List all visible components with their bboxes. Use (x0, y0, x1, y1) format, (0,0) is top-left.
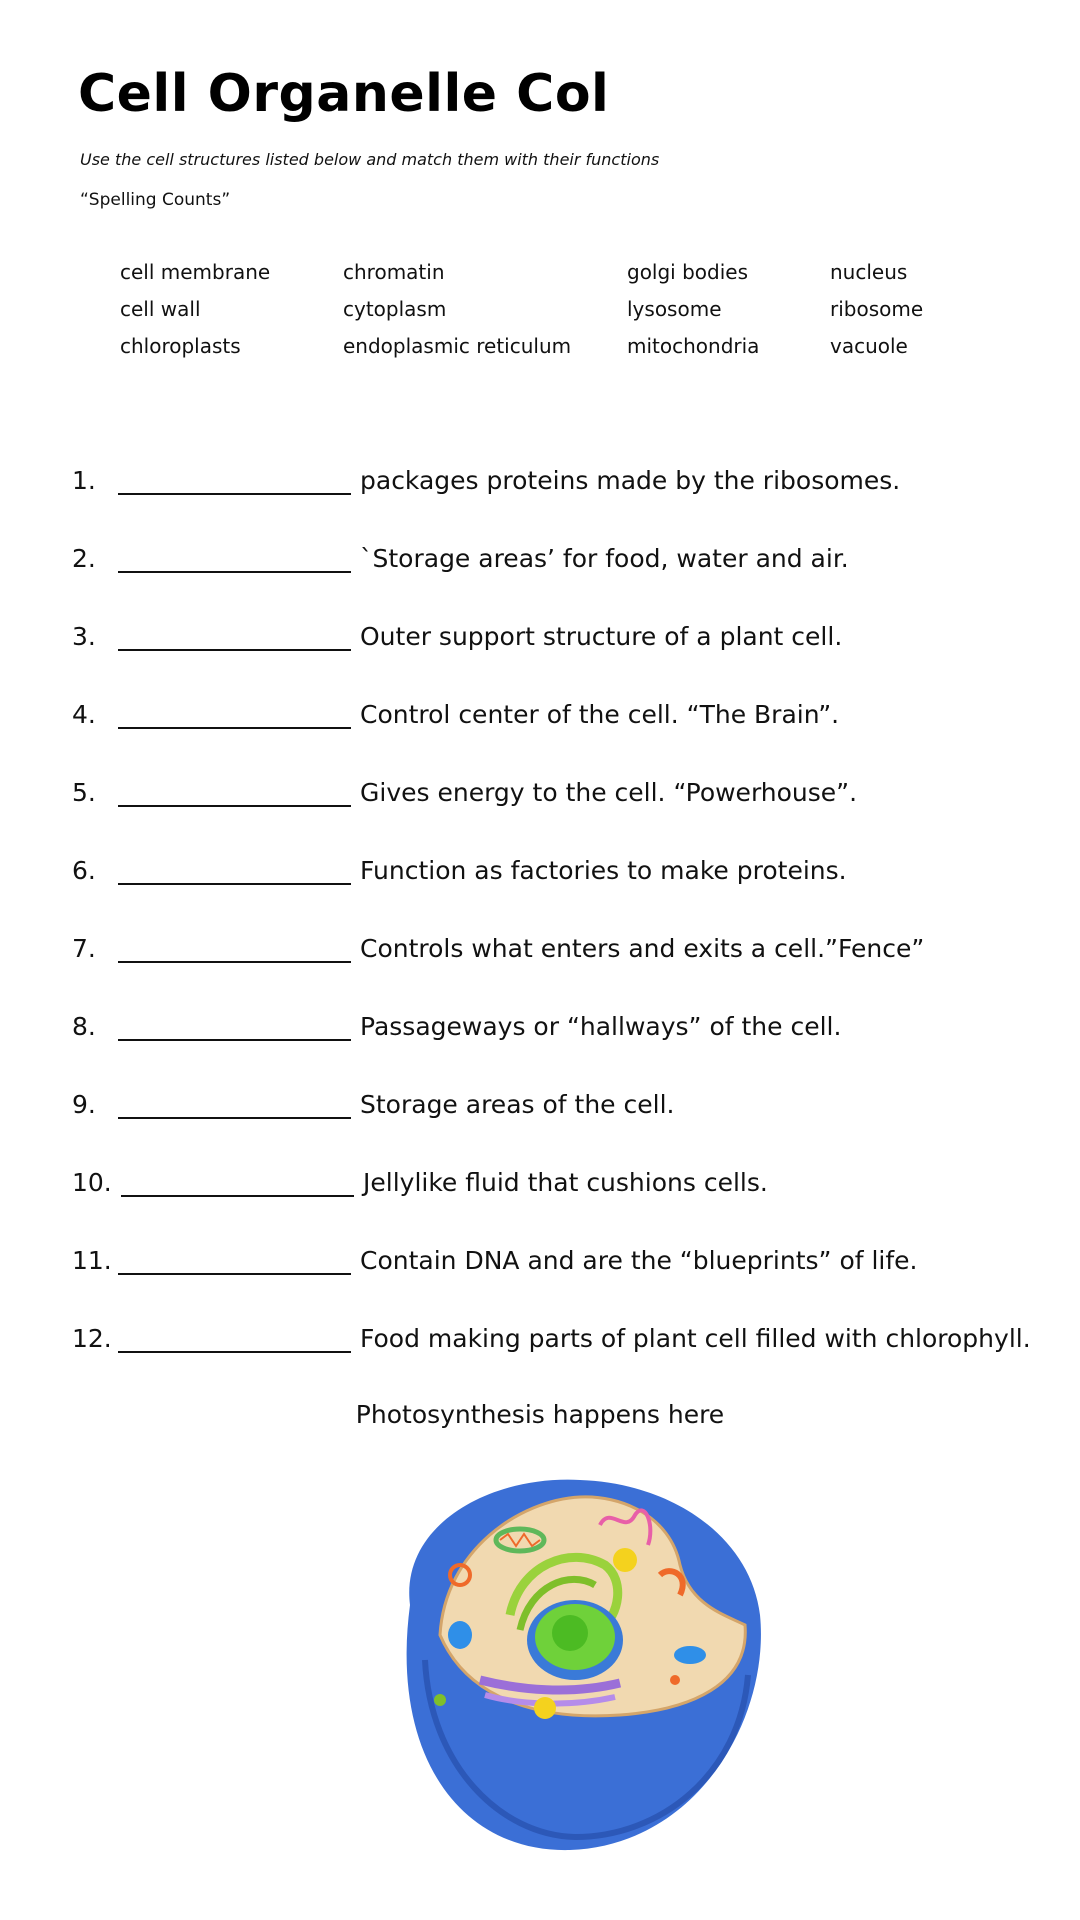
question-number: 3. (72, 622, 96, 651)
word-bank-column (120, 260, 270, 371)
question-text: Contain DNA and are the “blueprints” of life. (360, 1246, 918, 1275)
question-text: Storage areas of the cell. (360, 1090, 675, 1119)
question-number: 8. (72, 1012, 96, 1041)
word-bank-term: golgi bodies (627, 260, 749, 284)
question-number: 9. (72, 1090, 96, 1119)
question-number: 1. (72, 466, 96, 495)
question-text: `Storage areas’ for food, water and air. (360, 544, 849, 573)
answer-blank[interactable] (118, 1089, 351, 1119)
answer-blank[interactable] (118, 933, 351, 963)
question-row (72, 455, 900, 495)
word-bank-term: chromatin (343, 260, 445, 284)
question-number: 10. (72, 1168, 112, 1197)
question-row (72, 845, 847, 885)
question-text: Food making parts of plant cell filled with chlorophyll. (360, 1324, 1031, 1353)
question-row (72, 767, 857, 807)
question-number: 6. (72, 856, 96, 885)
answer-blank[interactable] (118, 621, 351, 651)
question-number: 5. (72, 778, 96, 807)
answer-blank[interactable] (118, 855, 351, 885)
word-bank-term: cytoplasm (343, 297, 447, 321)
question-row (72, 1313, 1031, 1353)
question-text: Controls what enters and exits a cell.”Fence” (360, 934, 925, 963)
answer-blank[interactable] (118, 1323, 351, 1353)
word-bank-column (830, 260, 923, 371)
question-row (72, 611, 842, 651)
word-bank-term: cell membrane (120, 260, 271, 284)
word-bank-column (627, 260, 759, 371)
word-bank-term: lysosome (627, 297, 722, 321)
question-text: Passageways or “hallways” of the cell. (360, 1012, 842, 1041)
question-number: 4. (72, 700, 96, 729)
question-text: Outer support structure of a plant cell. (360, 622, 843, 651)
question-row (72, 923, 924, 963)
question-text: Gives energy to the cell. “Powerhouse”. (360, 778, 858, 807)
question-row (72, 1079, 674, 1119)
word-bank-term: ribosome (830, 297, 924, 321)
word-bank-term: vacuole (830, 334, 908, 358)
question-number: 2. (72, 544, 96, 573)
answer-blank[interactable] (118, 777, 351, 807)
word-bank-term: endoplasmic reticulum (343, 334, 572, 358)
answer-blank[interactable] (118, 543, 351, 573)
word-bank-term: cell wall (120, 297, 201, 321)
question-text: Jellylike fluid that cushions cells. (363, 1168, 768, 1197)
question-row (72, 1157, 768, 1197)
answer-blank[interactable] (118, 1011, 351, 1041)
question-number: 12. (72, 1324, 112, 1353)
question-row (72, 1001, 841, 1041)
question-text: Control center of the cell. “The Brain”. (360, 700, 840, 729)
question-row (72, 1235, 918, 1275)
word-bank-term: chloroplasts (120, 334, 241, 358)
instructions: Use the cell structures listed below and match them with their functions (80, 150, 660, 169)
word-bank-column (343, 260, 571, 371)
animal-cell-illustration (370, 1455, 790, 1875)
word-bank-term: mitochondria (627, 334, 760, 358)
question-number: 7. (72, 934, 96, 963)
answer-blank[interactable] (118, 1245, 351, 1275)
answer-blank[interactable] (121, 1167, 354, 1197)
photosynthesis-note: Photosynthesis happens here (355, 1400, 725, 1429)
word-bank-term: nucleus (830, 260, 908, 284)
question-number: 11. (72, 1246, 112, 1275)
question-text: Function as factories to make proteins. (360, 856, 847, 885)
answer-blank[interactable] (118, 699, 351, 729)
question-text: packages proteins made by the ribosomes. (360, 466, 901, 495)
page-title: Cell Organelle Col (78, 64, 610, 124)
spelling-note: “Spelling Counts” (80, 190, 231, 210)
answer-blank[interactable] (118, 465, 351, 495)
question-row (72, 533, 849, 573)
question-row (72, 689, 839, 729)
